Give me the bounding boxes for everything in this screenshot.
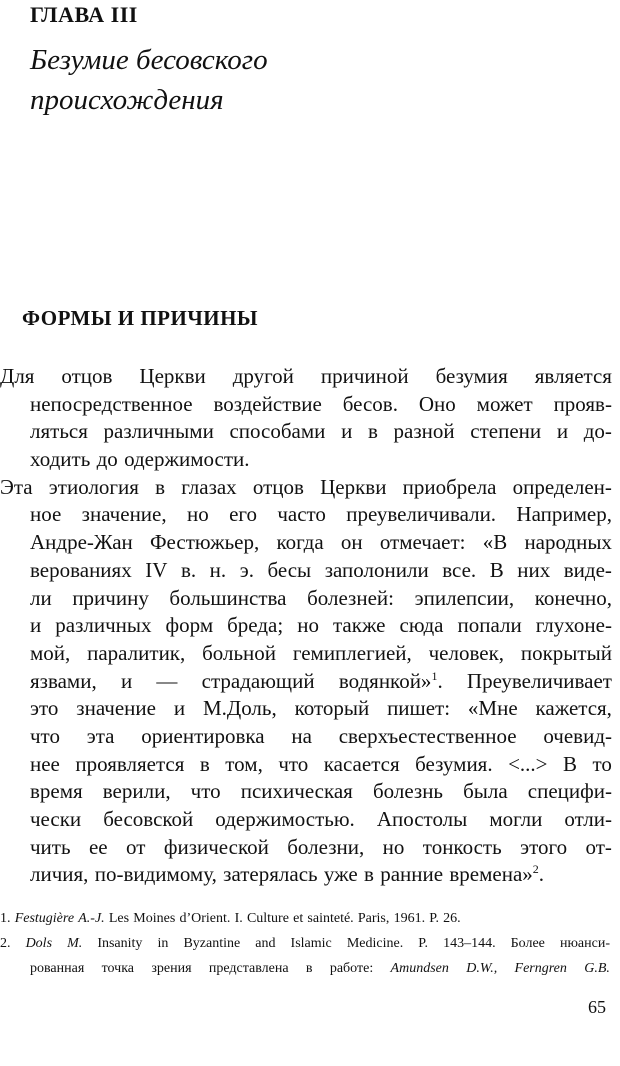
body-text-line: Андре-Жан Фестюжьер, когда он отмечает: «В народных: [30, 530, 612, 555]
footnote-line: рованная точка зрения представлена в работе: Amundsen D.W., Ferngren G.B.: [30, 961, 610, 976]
footnote-ref: 2: [532, 862, 539, 877]
body-text-line: ходить до одержимости.: [30, 447, 250, 472]
footnote-line: 1. Festugière A.-J. Les Moines d’Orient. I. Culture et sainteté. Paris, 1961. P. 26.: [0, 911, 461, 926]
body-text-line: и различных форм бреда; но также сюда попали глухоне-: [30, 613, 612, 638]
body-text-line: верованиях IV в. н. э. бесы заполонили все. В них виде-: [30, 557, 612, 582]
body-text-line: что эта ориентировка на сверхъестественное очевид-: [30, 723, 612, 748]
body-text-line: ли причину большинства болезней: эпилепсии, конечно,: [30, 585, 612, 610]
body-text-line: Эта этиология в глазах отцов Церкви приобрела определен-: [0, 474, 612, 499]
body-text-line: непосредственное воздействие бесов. Оно может прояв-: [30, 391, 612, 416]
body-text: [0, 363, 620, 889]
footnote-ref: 1: [431, 668, 438, 683]
body-text-line: время верили, что психическая болезнь была специфи-: [30, 779, 612, 804]
chapter-title-line: происхождения: [30, 84, 224, 116]
page-number: 65: [588, 997, 606, 1017]
body-text-line: язвами, и — страдающий водянкой»$^1$. Преувеличивает: [30, 668, 612, 693]
chapter-title-line: Безумие бесовского: [30, 44, 268, 76]
body-text-line: чить ее от физической болезни, но тонкость этого от-: [30, 834, 612, 859]
footnote-line: 2. Dols M. Insanity in Byzantine and Islamic Medicine. P. 143–144. Более нюанси-: [0, 936, 610, 951]
footnotes: [0, 906, 618, 981]
body-text-line: Для отцов Церкви другой причиной безумия является: [0, 364, 612, 388]
body-text-line: мой, паралитик, больной гемиплегией, человек, покрытый: [30, 640, 612, 665]
body-text-line: личия, по-видимому, затерялась уже в ранние времена»$^2$.: [30, 862, 545, 887]
body-text-line: ное значение, но его часто преувеличивали. Например,: [30, 502, 612, 527]
body-text-line: ляться различными способами и в разной степени и до-: [30, 419, 612, 444]
chapter-title: [30, 40, 430, 120]
chapter-label: ГЛАВА III: [30, 2, 138, 27]
body-text-line: это значение и М.Доль, который пишет: «Мне кажется,: [30, 696, 612, 721]
section-heading: ФОРМЫ И ПРИЧИНЫ: [22, 306, 259, 330]
body-text-line: чески бесовской одержимостью. Апостолы могли отли-: [30, 807, 612, 831]
body-text-line: нее проявляется в том, что касается безумия. <...> В то: [30, 751, 612, 776]
